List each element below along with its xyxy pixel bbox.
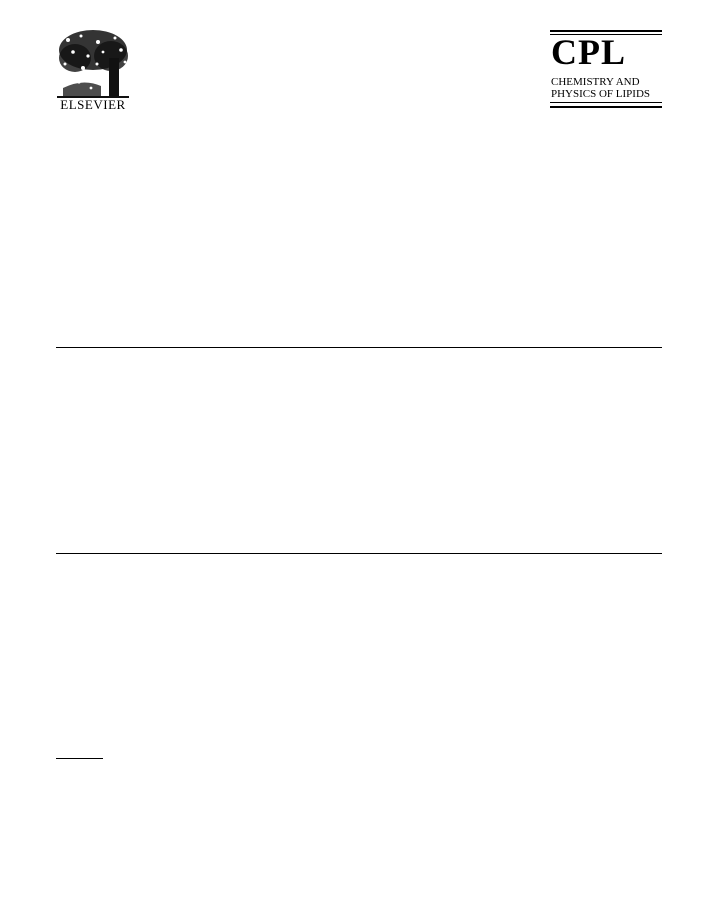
journal-bottom-rule-thin <box>550 102 662 103</box>
journal-abbreviation: CPL <box>551 32 626 72</box>
journal-name-line-1: CHEMISTRY AND <box>551 76 640 88</box>
journal-mark <box>550 30 662 110</box>
tree-logo-icon <box>53 28 133 98</box>
footnote-rule <box>56 758 103 759</box>
publisher-logo <box>53 28 133 112</box>
publisher-name: ELSEVIER <box>60 97 126 112</box>
abstract-top-rule <box>56 347 662 348</box>
journal-bottom-rule <box>550 106 662 108</box>
journal-name-line-2: PHYSICS OF LIPIDS <box>551 88 651 100</box>
abstract-bottom-rule <box>56 553 662 554</box>
